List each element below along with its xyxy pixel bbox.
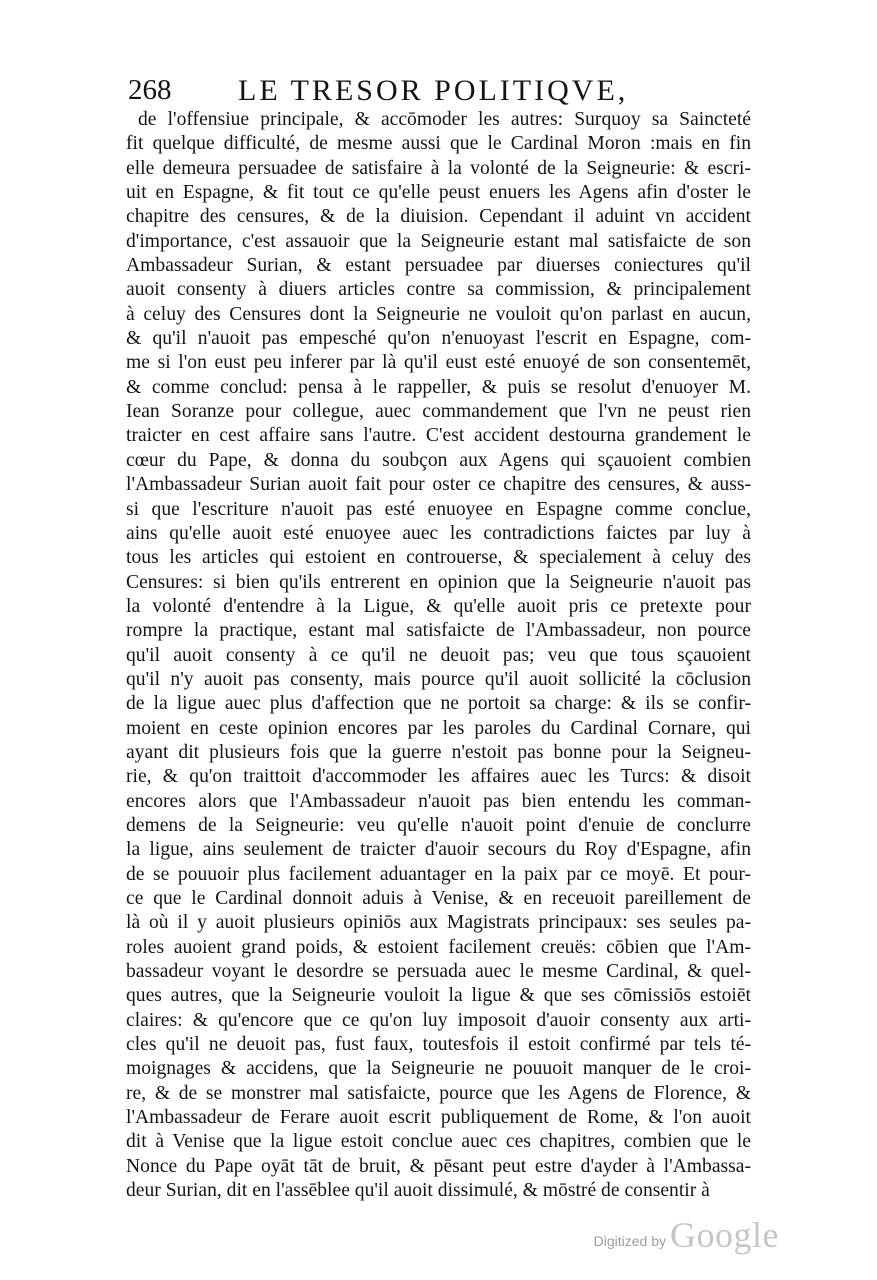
text-line: chapitre des censures, & de la diuision. Cependant il aduint vn accident [126, 206, 751, 228]
text-line: la volonté d'entendre à la Ligue, & qu'elle auoit pris ce pretexte pour [126, 595, 751, 617]
text-line: si que l'escriture n'auoit pas esté enuoyee en Espagne comme conclue, [126, 498, 751, 520]
text-line: roles auoient grand poids, & estoient facilement creuës: cōbien que l'Am- [126, 936, 751, 958]
text-line: & comme conclud: pensa à le rappeller, & puis se resolut d'enuoyer M. [126, 376, 751, 398]
text-line: traicter en cest affaire sans l'autre. C'est accident destourna grandement le [126, 425, 751, 447]
text-line: à celuy des Censures dont la Seigneurie ne vouloit qu'on parlast en aucun, [126, 303, 751, 325]
digitization-watermark [594, 1214, 779, 1256]
text-line: qu'il auoit consenty à ce qu'il ne deuoit pas; veu que tous sçauoient [126, 644, 751, 666]
text-line: ques autres, que la Seigneurie vouloit la ligue & que ses cōmissiōs estoiēt [126, 985, 751, 1007]
text-line: Nonce du Pape oyāt tāt de bruit, & pēsant peut estre d'ayder à l'Ambassa- [126, 1155, 751, 1177]
text-line: là où il y auoit plusieurs opiniōs aux Magistrats principaux: ses seules pa- [126, 912, 751, 934]
text-line: la ligue, ains seulement de traicter d'auoir secours du Roy d'Espagne, afin [126, 839, 751, 861]
text-line: l'Ambassadeur Surian auoit fait pour oster ce chapitre des censures, & auss- [126, 474, 751, 496]
text-line: dit à Venise que la ligue estoit conclue auec ces chapitres, combien que le [126, 1131, 751, 1153]
text-line: uit en Espagne, & fit tout ce qu'elle peust enuers les Agens afin d'oster le [126, 182, 751, 204]
text-line: cles qu'il ne deuoit pas, fust faux, toutesfois il estoit confirmé par tels té- [126, 1034, 751, 1056]
text-line: Iean Soranze pour collegue, auec commandement que l'vn ne peust rien [126, 401, 751, 423]
page-number: 268 [128, 74, 172, 106]
text-line: de se pouuoir plus facilement aduantager en la paix par ce moyē. Et pour- [126, 863, 751, 885]
text-line: encores alors que l'Ambassadeur n'auoit pas bien entendu les comman- [126, 790, 751, 812]
text-line: bassadeur voyant le desordre se persuada auec le mesme Cardinal, & quel- [126, 961, 751, 983]
running-title: LE TRESOR POLITIQVE, [238, 74, 629, 107]
text-line: rie, & qu'on traittoit d'accommoder les affaires auec les Turcs: & disoit [126, 766, 751, 788]
google-logo: Google [670, 1215, 779, 1255]
text-line: qu'il n'y auoit pas consenty, mais pource qu'il auoit sollicité la cōclusion [126, 668, 751, 690]
text-line: fit quelque difficulté, de mesme aussi que le Cardinal Moron :mais en fin [126, 133, 751, 155]
text-line: rompre la practique, estant mal satisfaicte de l'Ambassadeur, non pource [126, 620, 751, 642]
text-line: elle demeura persuadee de satisfaire à la volonté de la Seigneurie: & escri- [126, 157, 751, 179]
body-text [126, 108, 751, 1203]
text-line: moient en ceste opinion encores par les paroles du Cardinal Cornare, qui [126, 717, 751, 739]
text-line: me si l'on eust peu inferer par là qu'il eust esté enuoyé de son consentemēt, [126, 352, 751, 374]
text-line: d'importance, c'est assauoir que la Seigneurie estant mal satisfaicte de son [126, 230, 751, 252]
text-line: auoit consenty à diuers articles contre sa commission, & principalement [126, 279, 751, 301]
text-line: & qu'il n'auoit pas empesché qu'on n'enuoyast l'escrit en Espagne, com- [126, 328, 751, 350]
text-line: re, & de se monstrer mal satisfaicte, pource que les Agens de Florence, & [126, 1082, 751, 1104]
watermark-prefix: Digitized by [593, 1233, 667, 1249]
text-line: deur Surian, dit en l'assēblee qu'il auoit dissimulé, & mōstré de consentir à [126, 1180, 710, 1202]
text-line: de l'offensiue principale, & accōmoder les autres: Surquoy sa Saincteté [138, 109, 751, 130]
text-line: Ambassadeur Surian, & estant persuadee par diuerses coniectures qu'il [126, 255, 751, 277]
text-line: cœur du Pape, & donna du soubçon aux Agens qui sçauoient combien [126, 449, 751, 471]
text-line: claires: & qu'encore que ce qu'on luy imposoit d'auoir consenty aux arti- [126, 1009, 751, 1031]
text-line: tous les articles qui estoient en controuerse, & specialement à celuy des [126, 547, 751, 569]
text-line: ayant dit plusieurs fois que la guerre n'estoit pas bonne pour la Seigneu- [126, 741, 751, 763]
text-line: demens de la Seigneurie: veu qu'elle n'auoit point d'enuie de conclurre [126, 814, 751, 836]
text-line: ains qu'elle auoit esté enuoyee auec les contradictions faictes par luy à [126, 522, 751, 544]
text-line: l'Ambassadeur de Ferare auoit escrit publiquement de Rome, & l'on auoit [126, 1107, 751, 1129]
text-line: moignages & accidens, que la Seigneurie ne pouuoit manquer de le croi- [126, 1058, 751, 1080]
text-line: Censures: si bien qu'ils entrerent en opinion que la Seigneurie n'auoit pas [126, 571, 751, 593]
text-line: ce que le Cardinal donnoit aduis à Venise, & en receuoit pareillement de [126, 888, 751, 909]
text-line: de la ligue auec plus d'affection que ne portoit sa charge: & ils se confir- [126, 693, 751, 715]
